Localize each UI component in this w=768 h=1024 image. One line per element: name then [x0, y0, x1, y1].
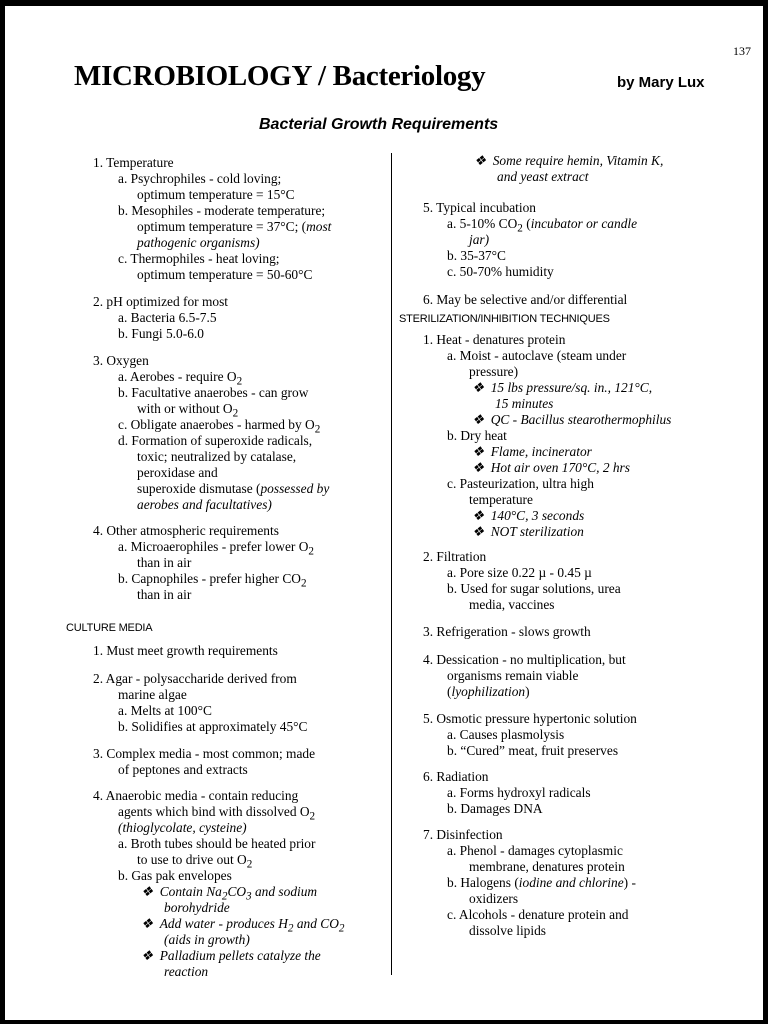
list-item: a. Broth tubes should be heated prior [118, 836, 316, 851]
diamond-bullet-icon: ❖ [472, 524, 485, 539]
list-item: b. Gas pak envelopes [118, 868, 232, 883]
list-item: a. Pore size 0.22 µ - 0.45 µ [447, 565, 592, 580]
list-item: dissolve lipids [469, 923, 547, 938]
list-item: optimum temperature = 37°C; (most [137, 219, 332, 234]
list-item: a. Microaerophiles - prefer lower $O_2$ [118, 539, 314, 558]
list-item: and yeast extract [497, 169, 589, 184]
list-item: jar) [469, 232, 490, 247]
section-heading-culture-media: CULTURE MEDIA [66, 622, 153, 634]
list-item: b. Fungi 5.0-6.0 [118, 326, 204, 341]
bullet-item: ❖ 15 lbs pressure/sq. in., 121°C, [472, 380, 653, 395]
list-item: b. Mesophiles - moderate temperature; [118, 203, 326, 218]
author-byline: by Mary Lux [617, 74, 705, 91]
list-item: than in air [137, 555, 192, 570]
list-item: a. Forms hydroxyl radicals [447, 785, 591, 800]
list-item: optimum temperature = 15°C [137, 187, 295, 202]
section-subtitle: Bacterial Growth Requirements [259, 116, 499, 133]
bullet-item: ❖ Palladium pellets catalyze the [141, 948, 321, 963]
list-item: 4. Anaerobic media - contain reducing [93, 788, 299, 803]
list-item: (aids in growth) [164, 932, 250, 947]
list-item: 3. Oxygen [93, 353, 149, 368]
list-item: media, vaccines [469, 597, 555, 612]
list-item: 2. Filtration [423, 549, 487, 564]
list-item: 3. Complex media - most common; made [93, 746, 316, 761]
list-item: toxic; neutralized by catalase, [137, 449, 297, 464]
list-item: b. Damages DNA [447, 801, 543, 816]
list-item: 2. pH optimized for most [93, 294, 229, 309]
list-item: c. Thermophiles - heat loving; [118, 251, 280, 266]
list-item: pressure) [469, 364, 519, 379]
list-item: a. Aerobes - require $O_2$ [118, 369, 243, 388]
list-item: 5. Typical incubation [423, 200, 536, 215]
list-item: 15 minutes [495, 396, 554, 411]
list-item: membrane, denatures protein [469, 859, 625, 874]
list-item: marine algae [118, 687, 187, 702]
list-item: c. Alcohols - denature protein and [447, 907, 629, 922]
list-item: reaction [164, 964, 209, 979]
list-item: b. Solidifies at approximately 45°C [118, 719, 308, 734]
list-item: 1. Must meet growth requirements [93, 643, 278, 658]
list-item: 1. Heat - denatures protein [423, 332, 566, 347]
diamond-bullet-icon: ❖ [472, 460, 485, 475]
list-item: 4. Dessication - no multiplication, but [423, 652, 626, 667]
diamond-bullet-icon: ❖ [141, 916, 154, 931]
list-item: a. 5-10% $CO_2$ (incubator or candle [447, 216, 638, 235]
list-item: (thioglycolate, cysteine) [118, 820, 247, 835]
list-item: b. Dry heat [447, 428, 507, 443]
list-item: (lyophilization) [447, 684, 530, 699]
list-item: 6. Radiation [423, 769, 489, 784]
diamond-bullet-icon: ❖ [472, 444, 485, 459]
page-title: MICROBIOLOGY / Bacteriology [74, 60, 486, 92]
list-item: to use to drive out $O_2$ [137, 852, 253, 871]
diamond-bullet-icon: ❖ [472, 380, 485, 395]
list-item: 1. Temperature [93, 155, 174, 170]
diamond-bullet-icon: ❖ [141, 884, 154, 899]
list-item: with or without $O_2$ [137, 401, 239, 420]
page-number: 137 [733, 44, 751, 58]
bullet-item: ❖ NOT sterilization [472, 524, 584, 539]
list-item: pathogenic organisms) [137, 235, 260, 250]
list-item: temperature [469, 492, 533, 507]
list-item: b. Used for sugar solutions, urea [447, 581, 621, 596]
diamond-bullet-icon: ❖ [472, 412, 485, 427]
list-item: b. 35-37°C [447, 248, 506, 263]
bullet-item: ❖ Contain $Na_2CO_3$ and sodium [141, 884, 318, 903]
list-item: than in air [137, 587, 192, 602]
list-item: a. Bacteria 6.5-7.5 [118, 310, 217, 325]
bullet-item: ❖ Flame, incinerator [472, 444, 592, 459]
bullet-item: ❖ Hot air oven 170°C, 2 hrs [472, 460, 630, 475]
list-item: a. Moist - autoclave (steam under [447, 348, 627, 363]
list-item: optimum temperature = 50-60°C [137, 267, 313, 282]
list-item: aerobes and facultatives) [137, 497, 272, 512]
list-item: b. Facultative anaerobes - can grow [118, 385, 309, 400]
bullet-item: ❖ 140°C, 3 seconds [472, 508, 585, 523]
column-divider [391, 153, 392, 975]
bullet-item: ❖ Add water - produces $H_2$ and $CO_2$ [141, 916, 345, 935]
bullet-item: ❖ QC - Bacillus stearothermophilus [472, 412, 672, 427]
list-item: 4. Other atmospheric requirements [93, 523, 279, 538]
diamond-bullet-icon: ❖ [141, 948, 154, 963]
diamond-bullet-icon: ❖ [474, 153, 487, 168]
diamond-bullet-icon: ❖ [472, 508, 485, 523]
list-item: agents which bind with dissolved $O_2$ [118, 804, 316, 823]
list-item: b. “Cured” meat, fruit preserves [447, 743, 619, 758]
section-heading-sterilization: STERILIZATION/INHIBITION TECHNIQUES [399, 313, 610, 325]
bullet-item: ❖ Some require hemin, Vitamin K, [474, 153, 664, 168]
list-item: b. Halogens (iodine and chlorine) - [447, 875, 636, 890]
list-item: 5. Osmotic pressure hypertonic solution [423, 711, 637, 726]
list-item: 7. Disinfection [423, 827, 503, 842]
list-item: a. Psychrophiles - cold loving; [118, 171, 282, 186]
list-item: of peptones and extracts [118, 762, 248, 777]
list-item: b. Capnophiles - prefer higher $CO_2$ [118, 571, 307, 590]
list-item: superoxide dismutase (possessed by [137, 481, 330, 496]
list-item: 6. May be selective and/or differential [423, 292, 628, 307]
list-item: 3. Refrigeration - slows growth [423, 624, 591, 639]
list-item: a. Melts at 100°C [118, 703, 212, 718]
list-item: organisms remain viable [447, 668, 579, 683]
list-item: peroxidase and [137, 465, 218, 480]
list-item: a. Causes plasmolysis [447, 727, 565, 742]
list-item: d. Formation of superoxide radicals, [118, 433, 313, 448]
list-item: c. Pasteurization, ultra high [447, 476, 594, 491]
document-page [5, 6, 763, 1020]
list-item: 2. Agar - polysaccharide derived from [93, 671, 297, 686]
list-item: c. Obligate anaerobes - harmed by $O_2$ [118, 417, 321, 436]
list-item: a. Phenol - damages cytoplasmic [447, 843, 623, 858]
list-item: borohydride [164, 900, 230, 915]
list-item: c. 50-70% humidity [447, 264, 554, 279]
list-item: oxidizers [469, 891, 519, 906]
